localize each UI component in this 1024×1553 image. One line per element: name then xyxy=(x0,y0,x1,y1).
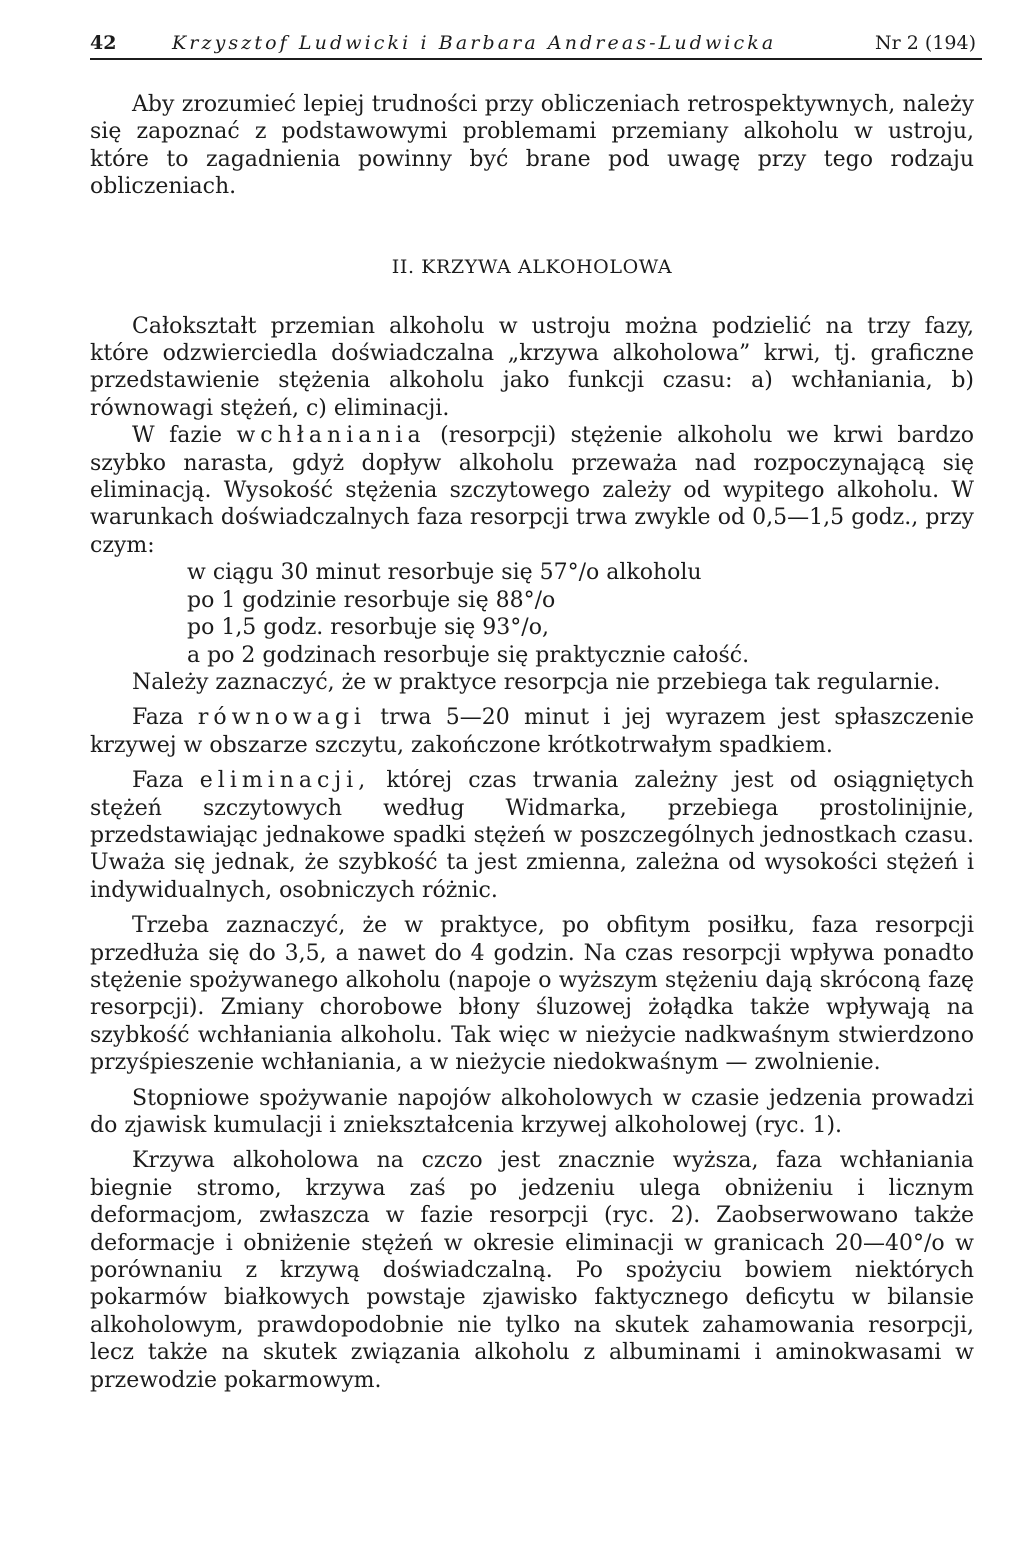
list-item: w ciągu 30 minut resorbuje się 57°/o alkoholu xyxy=(187,560,702,586)
paragraph-equilibrium xyxy=(90,704,974,759)
paragraph-irregular: Należy zaznaczyć, że w praktyce resorpcja nie przebiega tak regularnie. xyxy=(132,669,941,695)
paragraph-absorption-lead: W fazie xyxy=(132,423,222,449)
list-item: po 1,5 godz. resorbuje się 93°/o, xyxy=(187,615,549,641)
term-equilibrium: równowagi xyxy=(197,705,366,731)
article-body xyxy=(90,91,974,1394)
paragraph-absorption xyxy=(90,422,974,559)
paragraph-elimination-lead: Faza xyxy=(132,768,184,794)
paragraph-equilibrium-text: trwa 5—20 minut i jej wyrazem jest spłaszczenie krzywej w obszarze szczytu, zakończone krótkotrwałym spadkiem. xyxy=(90,705,974,758)
paragraph-meal: Trzeba zaznaczyć, że w praktyce, po obfitym posiłku, faza resorpcji przedłuża się do 3,5, a nawet do 4 godzin. Na czas resorpcji wpływa ponadto stężenie spożywanego alkoholu (napoje o wyższym stężeniu dają skróconą fazę resorpcji). Zmiany chorobowe błony śluzowej żołądka także wpływają na szybkość wchłaniania alkoholu. Tak więc w nieżycie nadkwaśnym stwierdzono przyśpieszenie wchłaniania, a w nieżycie niedokwaśnym — zwolnienie. xyxy=(90,913,974,1076)
paragraph-absorption-text: (resorpcji) stężenie alkoholu we krwi bardzo szybko narasta, gdyż dopływ alkoholu przeważa nad rozpoczynającą się eliminacją. Wysokość stężenia szczytowego zależy od wypitego alkoholu. W warunkach doświadczalnych faza resorpcji trwa zwykle od 0,5—1,5 godz., przy czym: xyxy=(90,423,974,558)
running-header-authors: Krzysztof Ludwicki i Barbara Andreas-Ludwicka xyxy=(172,32,777,54)
absorption-list xyxy=(90,559,974,669)
list-item: po 1 godzinie resorbuje się 88°/o xyxy=(187,587,556,613)
page-number: 42 xyxy=(90,32,117,54)
paragraph-elimination xyxy=(90,767,974,904)
paragraph-elimination-text: której czas trwania zależny jest od osiągniętych stężeń szczytowych według Widmarka, przebiega prostolinijnie, przedstawiając jednakowe spadki stężeń w poszczególnych jednostkach czasu. Uważa się jednak, że szybkość ta jest zmienna, zależna od wysokości stężeń i indywidualnych, osobniczych różnic. xyxy=(90,768,974,903)
intro-paragraph: Aby zrozumieć lepiej trudności przy obliczeniach retrospektywnych, należy się zapoznać z podstawowymi problemami przemiany alkoholu w ustroju, które to zagadnienia powinny być brane pod uwagę przy tego rodzaju obliczeniach. xyxy=(90,92,974,200)
paragraph-cumulation: Stopniowe spożywanie napojów alkoholowych w czasie jedzenia prowadzi do zjawisk kumulacji i zniekształcenia krzywej alkoholowej (ryc. 1). xyxy=(90,1085,974,1138)
term-absorption: wchłaniania xyxy=(236,423,426,449)
paragraph-equilibrium-lead: Faza xyxy=(132,705,184,731)
term-elimination: eliminacji, xyxy=(199,768,371,794)
section-heading: II. KRZYWA ALKOHOLOWA xyxy=(391,255,673,278)
header-rule xyxy=(90,58,982,60)
running-header xyxy=(90,22,990,62)
paragraph-fasting: Krzywa alkoholowa na czczo jest znacznie wyższa, faza wchłaniania biegnie stromo, krzywa zaś po jedzeniu ulega obniżeniu i licznym deformacjom, zwłaszcza w fazie resorpcji (ryc. 2). Zaobserwowano także deformacje i obniżenie stężeń w okresie eliminacji w granicach 20—40°/o w porównaniu z krzywą doświadczalną. Po spożyciu bowiem niektórych pokarmów białkowych powstaje zjawisko faktycznego deficytu w bilansie alkoholowym, prawdopodobnie nie tylko na skutek zahamowania resorpcji, lecz także na skutek związania alkoholu z albuminami i aminokwasami w przewodzie pokarmowym. xyxy=(90,1148,974,1393)
issue-number: Nr 2 (194) xyxy=(875,32,976,54)
paragraph-phases: Całokształt przemian alkoholu w ustroju można podzielić na trzy fazy, które odzwierciedla doświadczalna „krzywa alkoholowa” krwi, tj. graficzne przedstawienie stężenia alkoholu jako funkcji czasu: a) wchłaniania, b) równowagi stężeń, c) eliminacji. xyxy=(90,313,974,421)
list-item: a po 2 godzinach resorbuje się praktycznie całość. xyxy=(187,642,750,668)
